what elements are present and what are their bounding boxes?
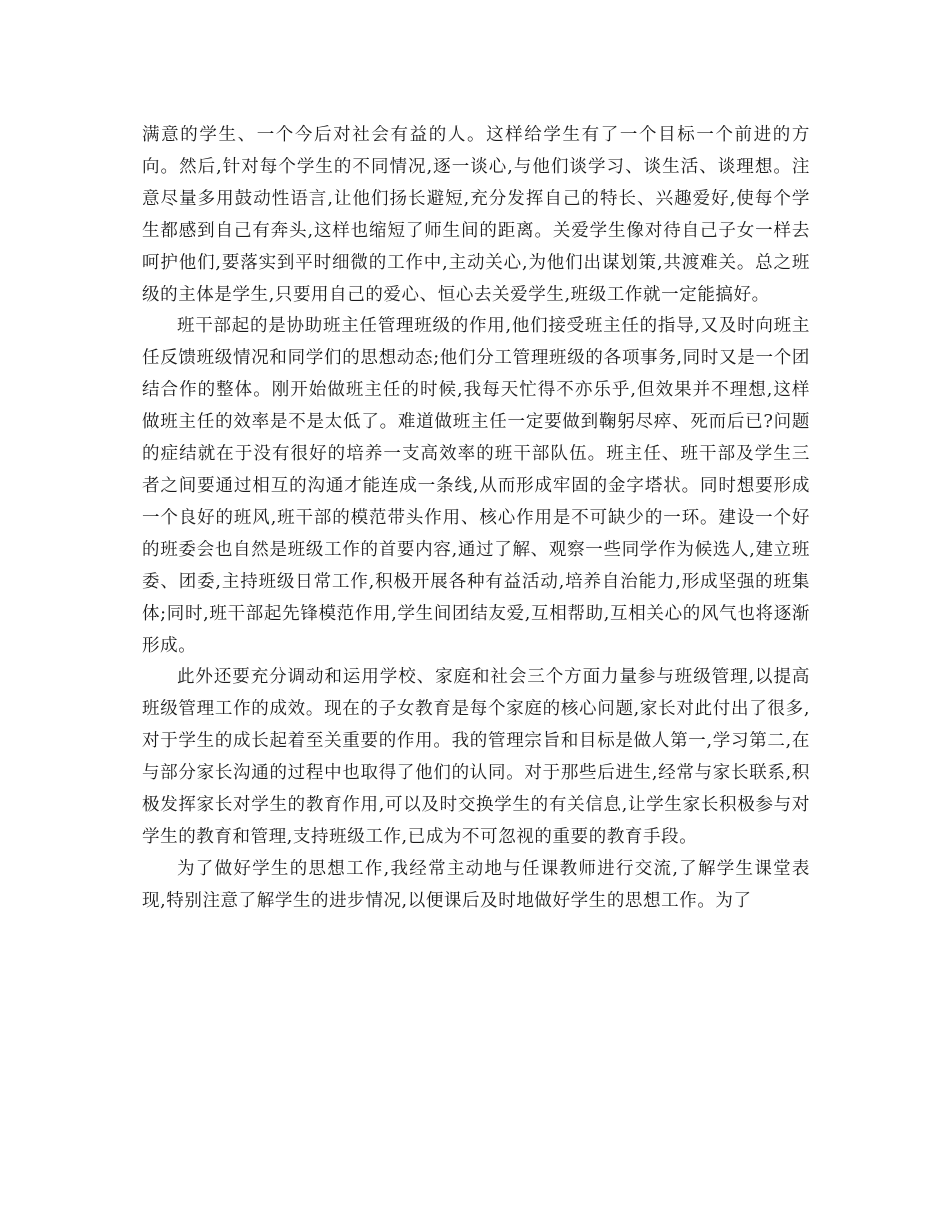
paragraph-continuation: 满意的学生、一个今后对社会有益的人。这样给学生有了一个目标一个前进的方向。然后,针对每个学生的不同情况,逐一谈心,与他们谈学习、谈生活、谈理想。注意尽量多用鼓动性语言,让他们扬长避短,充分发挥自己的特长、兴趣爱好,使每个学生都感到自己有奔头,这样也缩短了师生间的距离。关爱学生像对待自己子女一样去呵护他们,要落实到平时细微的工作中,主动关心,为他们出谋划策,共渡难关。总之班级的主体是学生,只要用自己的爱心、恒心去关爱学生,班级工作就一定能搞好。 xyxy=(142,125,810,305)
paragraph-family-cooperation: 此外还要充分调动和运用学校、家庭和社会三个方面力量参与班级管理,以提高班级管理工作的成效。现在的子女教育是每个家庭的核心问题,家长对此付出了很多,对于学生的成长起着至关重要的作用。我的管理宗旨和目标是做人第一,学习第二,在与部分家长沟通的过程中也取得了他们的认同。对于那些后进生,经常与家长联系,积极发挥家长对学生的教育作用,可以及时交换学生的有关信息,让学生家长积极参与对学生的教育和管理,支持班级工作,已成为不可忽视的重要的教育手段。 xyxy=(142,667,810,847)
paragraph-class-cadres: 班干部起的是协助班主任管理班级的作用,他们接受班主任的指导,又及时向班主任反馈班级情况和同学们的思想动态;他们分工管理班级的各项事务,同时又是一个团结合作的整体。刚开始做班主任的时候,我每天忙得不亦乐乎,但效果并不理想,这样做班主任的效率是不是太低了。难道做班主任一定要做到鞠躬尽瘁、死而后已?问题的症结就在于没有很好的培养一支高效率的班干部队伍。班主任、班干部及学生三者之间要通过相互的沟通才能连成一条线,从而形成牢固的金字塔状。同时想要形成一个良好的班风,班干部的模范带头作用、核心作用是不可缺少的一环。建设一个好的班委会也自然是班级工作的首要内容,通过了解、观察一些同学作为候选人,建立班委、团委,主持班级日常工作,积极开展各种有益活动,培养自治能力,形成坚强的班集体;同时,班干部起先锋模范作用,学生间团结友爱,互相帮助,互相关心的风气也将逐渐形成。 xyxy=(142,316,810,656)
paragraph-teacher-communication: 为了做好学生的思想工作,我经常主动地与任课教师进行交流,了解学生课堂表现,特别注意了解学生的进步情况,以便课后及时地做好学生的思想工作。为了 xyxy=(142,858,810,911)
document-body xyxy=(142,120,810,918)
